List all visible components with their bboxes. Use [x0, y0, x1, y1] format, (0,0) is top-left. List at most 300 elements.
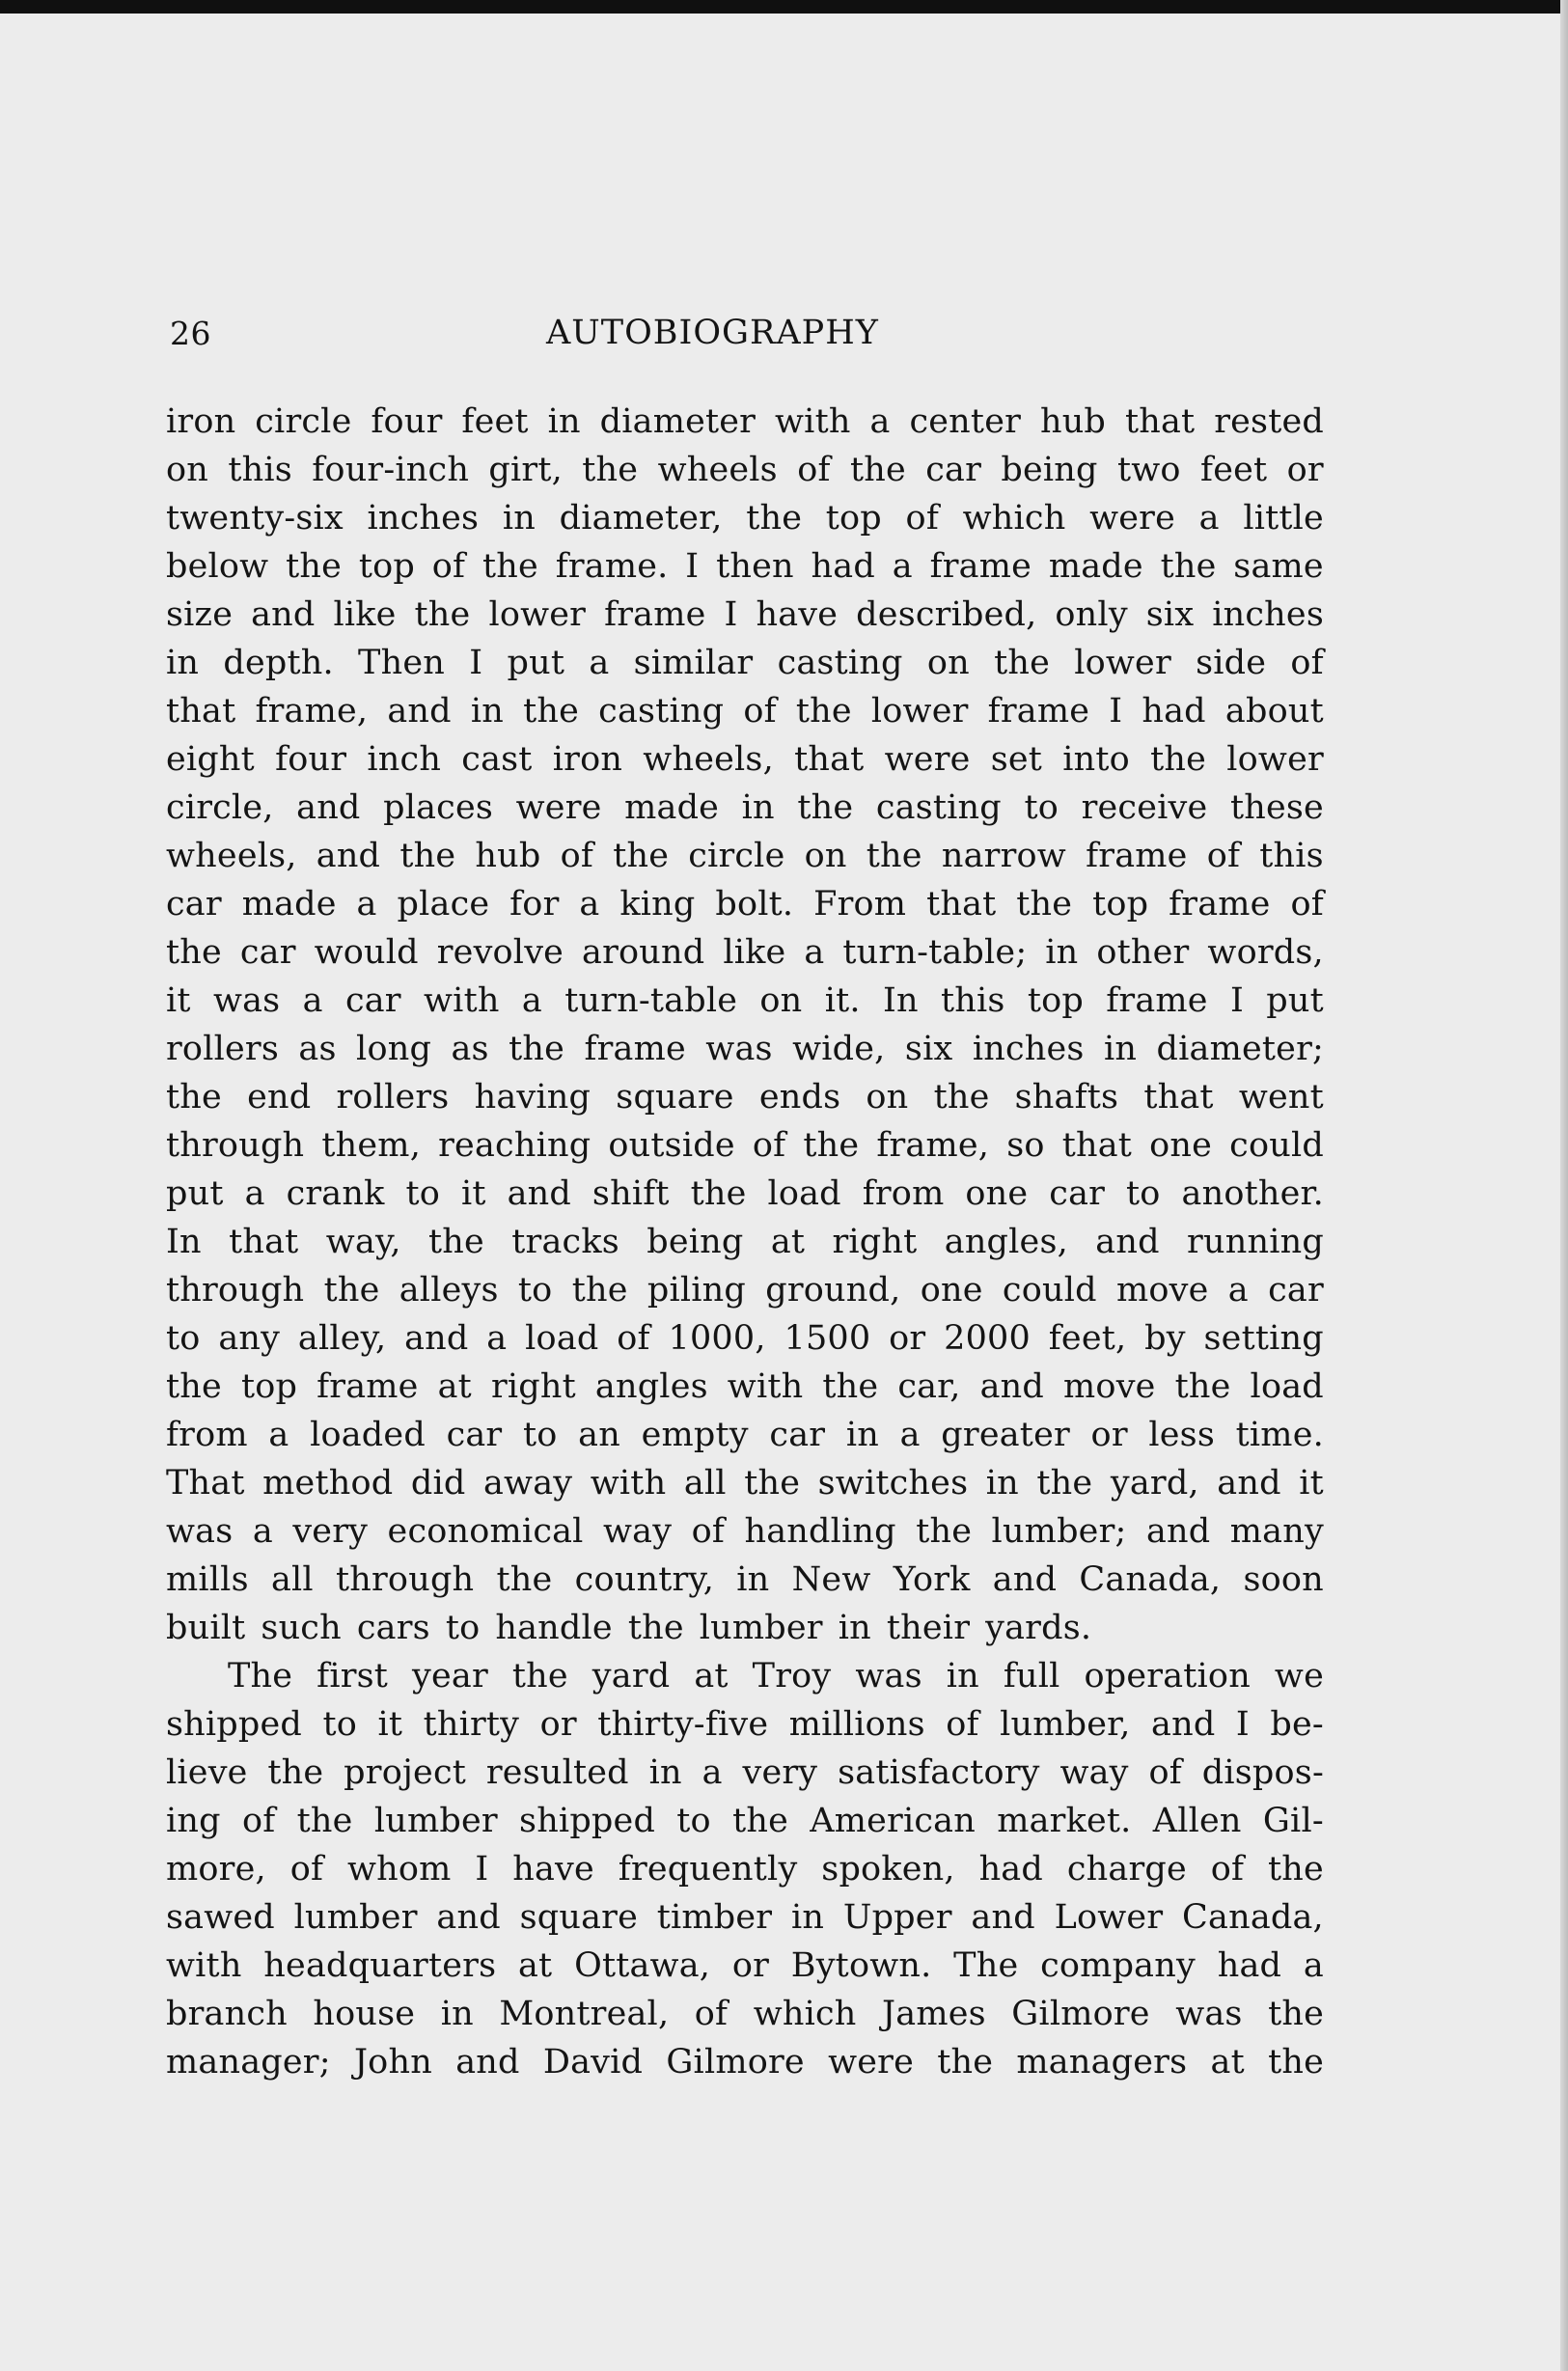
word: car	[166, 885, 222, 924]
word: I	[1235, 1705, 1250, 1744]
text-line	[166, 1942, 1324, 1990]
word: manager;	[166, 2043, 331, 2082]
word: inches	[367, 499, 480, 538]
word: had	[1217, 1946, 1282, 1985]
word: diameter	[599, 402, 756, 441]
word: or	[889, 1319, 926, 1358]
word: with	[424, 981, 500, 1020]
text-line	[166, 1652, 1324, 1700]
text-line	[166, 1749, 1324, 1797]
word: put	[166, 1174, 224, 1213]
text-line	[166, 928, 1324, 977]
word: in	[166, 644, 200, 682]
word: piling	[646, 1271, 746, 1310]
page-number: 26	[170, 315, 211, 352]
word: same	[1233, 547, 1324, 586]
word: year	[412, 1657, 488, 1696]
word: the	[822, 1367, 879, 1406]
word: the	[744, 1464, 801, 1503]
word: of	[797, 451, 831, 489]
word: square	[519, 1898, 638, 1937]
word: in	[648, 1753, 682, 1792]
word: cars	[356, 1609, 430, 1647]
word: like	[723, 933, 786, 972]
word: lower	[870, 692, 969, 731]
word: I	[724, 595, 738, 634]
word: Gilmore	[1011, 1995, 1150, 2033]
word: little	[1243, 499, 1324, 538]
word: words,	[1207, 933, 1324, 972]
word: mills	[166, 1560, 249, 1599]
word: yards.	[985, 1609, 1092, 1647]
text-line	[166, 1604, 1324, 1652]
text-line	[166, 1170, 1324, 1218]
word: load	[767, 1174, 841, 1213]
word: and	[1217, 1464, 1281, 1503]
word: casting	[777, 644, 903, 682]
word: a	[1227, 1271, 1249, 1310]
word: end	[247, 1078, 312, 1117]
text-line	[166, 1363, 1324, 1411]
word: be-	[1270, 1705, 1324, 1744]
text-line	[166, 1893, 1324, 1942]
word: top	[1092, 885, 1149, 924]
word: was	[166, 1512, 234, 1551]
word: of	[1290, 885, 1324, 924]
word: satisfactory	[838, 1753, 1040, 1792]
word: had	[978, 1850, 1043, 1889]
word: casting	[875, 788, 1002, 827]
word: dispos-	[1201, 1753, 1324, 1792]
text-line	[166, 1845, 1324, 1893]
word: right	[490, 1367, 576, 1406]
word: were	[828, 2043, 914, 2082]
word: king	[619, 885, 696, 924]
word: switches	[817, 1464, 969, 1503]
word: the	[1268, 2043, 1324, 2082]
word: that	[926, 885, 997, 924]
word: were	[1089, 499, 1175, 538]
word: the	[866, 837, 922, 875]
word: lower	[488, 595, 587, 634]
word: with	[590, 1464, 667, 1503]
text-line	[166, 1459, 1324, 1507]
word: frame	[584, 1030, 686, 1068]
word: and	[507, 1174, 571, 1213]
word: of	[946, 1705, 979, 1744]
word: Lower	[1054, 1898, 1164, 1937]
word: way	[603, 1512, 673, 1551]
word: had	[811, 547, 875, 586]
word: very	[742, 1753, 818, 1792]
word: full	[1003, 1657, 1060, 1696]
word: angles,	[944, 1223, 1068, 1261]
word: the	[732, 1802, 788, 1840]
word: I	[475, 1850, 489, 1889]
word: feet,	[1048, 1319, 1127, 1358]
word: went	[1238, 1078, 1324, 1117]
text-line	[166, 1411, 1324, 1459]
word: The	[953, 1946, 1019, 1985]
word: that	[166, 692, 236, 731]
word: thirty-five	[597, 1705, 769, 1744]
word: shift	[591, 1174, 670, 1213]
word: of	[1290, 644, 1324, 682]
word: the	[916, 1512, 973, 1551]
word: so	[1006, 1126, 1045, 1165]
word: and	[251, 595, 316, 634]
word: lower	[1226, 740, 1324, 779]
word: to	[1126, 1174, 1161, 1213]
word: then	[716, 547, 794, 586]
word: lumber	[699, 1609, 823, 1647]
word: with	[727, 1367, 804, 1406]
word: long	[356, 1030, 432, 1068]
word: the	[166, 1367, 222, 1406]
word: load	[1250, 1367, 1324, 1406]
text-line	[166, 1073, 1324, 1121]
word: set	[990, 740, 1043, 779]
word: put	[1266, 981, 1324, 1020]
word: car	[239, 933, 296, 972]
word: country,	[574, 1560, 715, 1599]
word: lieve	[166, 1753, 248, 1792]
word: frame	[604, 595, 706, 634]
word: in	[1103, 1030, 1138, 1068]
word: wheels,	[166, 837, 297, 875]
word: Gilmore	[666, 2043, 805, 2082]
word: of	[752, 1126, 786, 1165]
word: places	[383, 788, 494, 827]
word: at	[694, 1657, 729, 1696]
word: the	[1150, 740, 1207, 779]
text-line	[166, 1218, 1324, 1266]
word: cast	[461, 740, 533, 779]
word: feet	[1200, 451, 1268, 489]
word: frame,	[876, 1126, 990, 1165]
word: alleys	[399, 1271, 499, 1310]
word: load	[525, 1319, 599, 1358]
word: and	[1145, 1512, 1211, 1551]
word: at	[770, 1223, 806, 1261]
word: thirty	[423, 1705, 520, 1744]
word: ground,	[765, 1271, 901, 1310]
word: the	[166, 933, 222, 972]
word: through	[336, 1560, 475, 1599]
word: of	[691, 1512, 726, 1551]
word: crank	[286, 1174, 385, 1213]
word: a	[804, 933, 825, 972]
text-line	[166, 494, 1324, 542]
word: 1000,	[668, 1319, 766, 1358]
word: project	[344, 1753, 467, 1792]
word: to	[1024, 788, 1059, 827]
word: Then	[358, 644, 445, 682]
word: whom	[346, 1850, 452, 1889]
word: made	[624, 788, 720, 827]
word: running	[1187, 1223, 1324, 1261]
word: of	[560, 837, 594, 875]
word: I	[1229, 981, 1244, 1020]
word: operation	[1084, 1657, 1251, 1696]
word: shipped	[166, 1705, 303, 1744]
word: at	[1210, 2043, 1245, 2082]
word: empty	[641, 1416, 749, 1454]
word: side	[1196, 644, 1267, 682]
word: that	[229, 1223, 299, 1261]
word: four	[371, 402, 443, 441]
word: the	[797, 788, 854, 827]
word: first	[316, 1657, 389, 1696]
word: which	[962, 499, 1066, 538]
word: and	[316, 837, 381, 875]
word: a	[356, 885, 377, 924]
word: Canada,	[1182, 1898, 1324, 1937]
word: alley,	[297, 1319, 387, 1358]
word: and	[436, 1898, 501, 1937]
word: on	[866, 1078, 909, 1117]
word: car	[1268, 1271, 1324, 1310]
text-line	[166, 1556, 1324, 1604]
word: from	[862, 1174, 945, 1213]
word: frame	[1086, 837, 1188, 875]
word: top	[240, 1367, 298, 1406]
word: hub	[475, 837, 541, 875]
word: I	[1109, 692, 1123, 731]
word: the	[1016, 885, 1073, 924]
text-line	[166, 784, 1324, 832]
word: into	[1062, 740, 1130, 779]
word: car	[1049, 1174, 1106, 1213]
word: this	[1259, 837, 1324, 875]
word: that	[1061, 1126, 1133, 1165]
word: eight	[166, 740, 255, 779]
word: to	[445, 1609, 481, 1647]
word: about	[1224, 692, 1324, 731]
word: in	[985, 1464, 1019, 1503]
word: was	[1175, 1995, 1243, 2033]
word: the	[690, 1174, 747, 1213]
word: diameter;	[1156, 1030, 1324, 1068]
word: managers	[1016, 2043, 1188, 2082]
word: girt,	[488, 451, 563, 489]
scan-right-edge	[1560, 0, 1568, 2371]
word: right	[832, 1223, 918, 1261]
word: it.	[824, 981, 861, 1020]
word: turn-table	[564, 981, 738, 1020]
word: any	[218, 1319, 281, 1358]
word: shafts	[1014, 1078, 1119, 1117]
word: the	[323, 1271, 380, 1310]
word: method	[262, 1464, 394, 1503]
word: could	[1229, 1126, 1324, 1165]
word: to	[517, 1271, 553, 1310]
word: the	[1268, 1850, 1324, 1889]
word: inch	[367, 740, 442, 779]
word: top	[358, 547, 415, 586]
word: similar	[633, 644, 754, 682]
word: lower	[1074, 644, 1171, 682]
word: I	[685, 547, 700, 586]
word: timber	[656, 1898, 773, 1937]
word: all	[270, 1560, 314, 1599]
word: in	[736, 1560, 770, 1599]
word: a	[589, 644, 610, 682]
word: was	[212, 981, 281, 1020]
word: have	[512, 1850, 594, 1889]
word: and	[971, 1898, 1035, 1937]
word: the	[933, 1078, 990, 1117]
word: time.	[1235, 1416, 1324, 1454]
word: frame,	[255, 692, 369, 731]
word: that	[1124, 402, 1196, 441]
word: house	[313, 1995, 416, 2033]
word: handle	[495, 1609, 613, 1647]
word: the	[496, 1560, 553, 1599]
word: Bytown.	[790, 1946, 932, 1985]
word: these	[1229, 788, 1324, 827]
word: frequently	[618, 1850, 798, 1889]
text-line	[166, 398, 1324, 446]
word: way	[1059, 1753, 1129, 1792]
word: were	[884, 740, 971, 779]
word: Montreal,	[499, 1995, 670, 2033]
word: and	[1095, 1223, 1160, 1261]
word: rollers	[166, 1030, 279, 1068]
word: in	[946, 1657, 979, 1696]
word: to	[523, 1416, 558, 1454]
word: below	[166, 547, 269, 586]
word: greater	[941, 1416, 1070, 1454]
word: frame	[316, 1367, 419, 1406]
word: to	[676, 1802, 711, 1840]
word: in	[790, 1898, 825, 1937]
word: and	[404, 1319, 469, 1358]
word: the	[627, 1609, 684, 1647]
word: wheels	[657, 451, 778, 489]
word: the	[286, 547, 343, 586]
word: the	[267, 1753, 324, 1792]
word: American	[810, 1802, 976, 1840]
word: That	[166, 1464, 245, 1503]
word: a	[701, 1753, 723, 1792]
word: twenty-six	[166, 499, 344, 538]
word: other	[1096, 933, 1190, 972]
word: ends	[758, 1078, 841, 1117]
word: New	[791, 1560, 871, 1599]
word: branch	[166, 1995, 288, 2033]
word: the	[523, 692, 580, 731]
word: the	[296, 1802, 353, 1840]
word: a	[1198, 499, 1220, 538]
word: lumber,	[1000, 1705, 1131, 1744]
word: from	[166, 1416, 248, 1454]
word: the	[511, 1657, 568, 1696]
word: being	[646, 1223, 744, 1261]
word: very	[292, 1512, 369, 1551]
word: on	[926, 644, 970, 682]
word: of	[1210, 1850, 1245, 1889]
word: York	[893, 1560, 971, 1599]
word: or	[539, 1705, 577, 1744]
word: their	[886, 1609, 971, 1647]
text-line	[166, 1266, 1324, 1314]
word: four	[275, 740, 347, 779]
word: did	[410, 1464, 466, 1503]
word: move	[1116, 1271, 1209, 1310]
text-line	[166, 1025, 1324, 1073]
word: receive	[1081, 788, 1208, 827]
word: it	[377, 1705, 403, 1744]
text-line	[166, 1700, 1324, 1749]
word: a	[302, 981, 323, 1020]
word: frame	[1106, 981, 1208, 1020]
text-line	[166, 1990, 1324, 2038]
word: through	[166, 1126, 305, 1165]
word: center	[909, 402, 1022, 441]
word: two	[1117, 451, 1181, 489]
word: John	[353, 2043, 432, 2082]
word: yard	[591, 1657, 671, 1696]
text-line	[166, 1507, 1324, 1556]
word: were	[515, 788, 602, 827]
word: the	[582, 451, 639, 489]
text-line	[166, 735, 1324, 784]
word: by	[1144, 1319, 1186, 1358]
word: it	[1299, 1464, 1324, 1503]
word: them,	[321, 1126, 422, 1165]
word: of	[694, 1995, 729, 2033]
word: place	[397, 885, 490, 924]
word: of	[743, 692, 777, 731]
word: frame.	[555, 547, 669, 586]
word: a	[252, 1512, 273, 1551]
word: with	[166, 1946, 242, 1985]
word: ing	[166, 1802, 221, 1840]
word: setting	[1203, 1319, 1324, 1358]
word: From	[813, 885, 907, 924]
running-head: AUTOBIOGRAPHY	[546, 314, 879, 352]
word: Upper	[842, 1898, 952, 1937]
word: turn-table;	[842, 933, 1028, 972]
word: like	[333, 595, 397, 634]
word: one	[920, 1271, 983, 1310]
word: one	[965, 1174, 1029, 1213]
word: all	[683, 1464, 727, 1503]
word: top	[825, 499, 882, 538]
word: David	[542, 2043, 644, 2082]
word: six	[904, 1030, 953, 1068]
body-text	[166, 398, 1324, 2086]
text-line	[166, 542, 1324, 591]
word: spoken,	[821, 1850, 955, 1889]
word: inches	[972, 1030, 1085, 1068]
word: inches	[1212, 595, 1324, 634]
text-line	[166, 639, 1324, 687]
word: away	[482, 1464, 573, 1503]
word: would	[314, 933, 419, 972]
word: six	[1145, 595, 1195, 634]
word: 2000	[944, 1319, 1031, 1358]
word: a	[268, 1416, 289, 1454]
word: and	[387, 692, 452, 731]
word: depth.	[223, 644, 334, 682]
word: way,	[325, 1223, 401, 1261]
word: in	[845, 1416, 879, 1454]
word: charge	[1066, 1850, 1187, 1889]
word: put	[507, 644, 565, 682]
word: lumber	[373, 1802, 498, 1840]
